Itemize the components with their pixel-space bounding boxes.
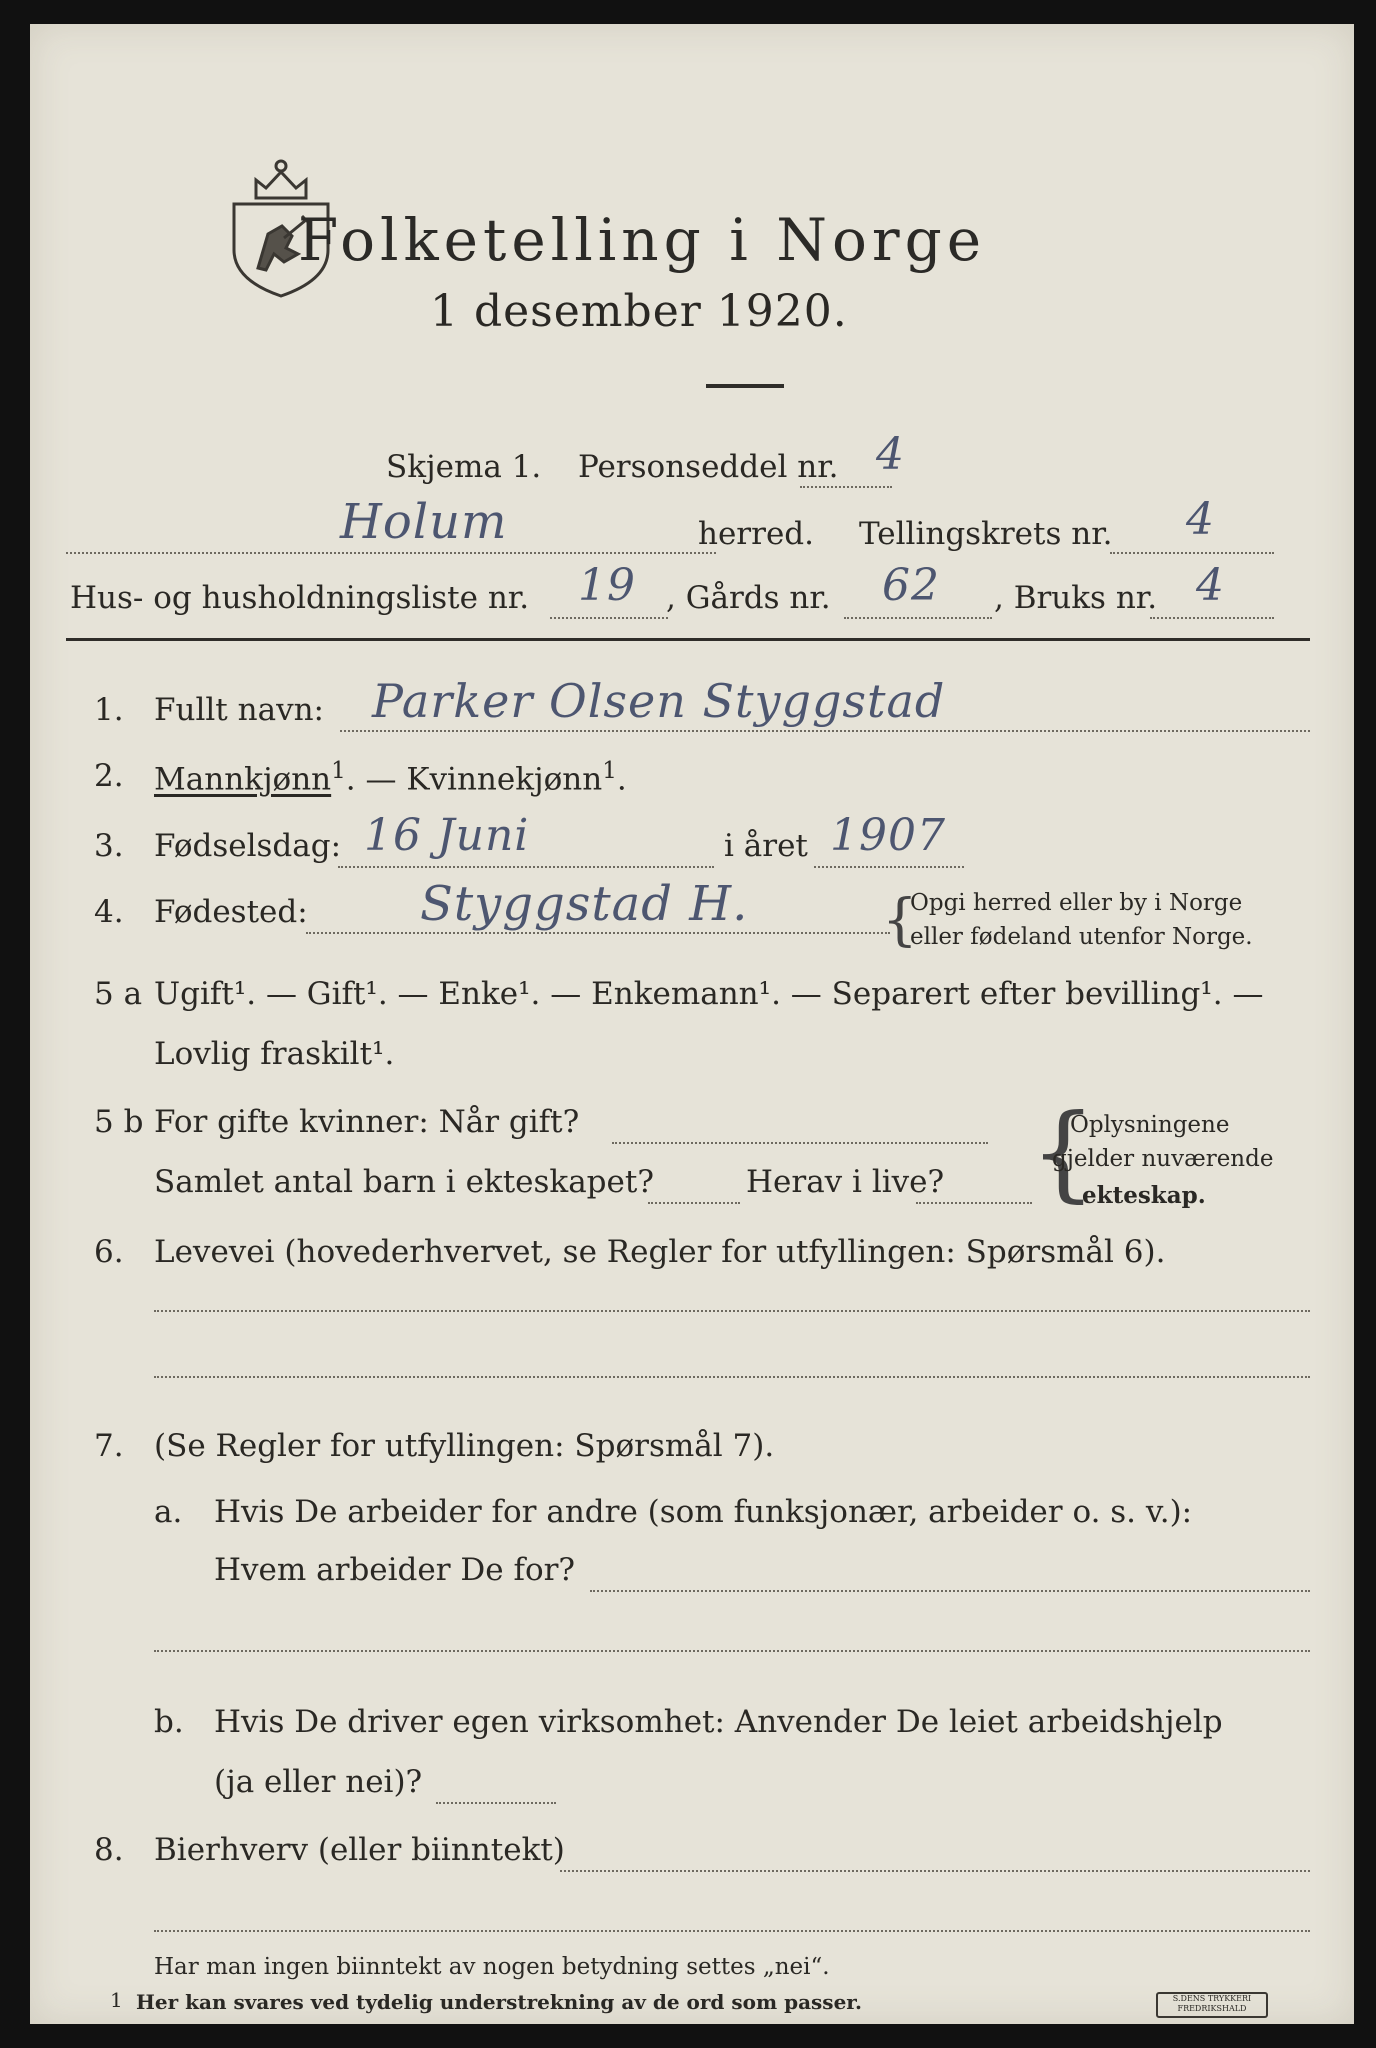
title-divider: [706, 384, 784, 388]
gards-label: , Gårds nr.: [666, 580, 831, 616]
q3-label: Fødselsdag:: [154, 828, 342, 864]
q6-label: Levevei (hovederhvervet, se Regler for utfyllingen: Spørsmål 6).: [154, 1234, 1166, 1270]
q8-label: Bierhverv (eller biinntekt): [154, 1832, 565, 1868]
q7b-line1: Hvis De driver egen virksomhet: Anvender De leiet arbeidshjelp: [214, 1704, 1223, 1740]
q5b-brace: {: [1030, 1091, 1097, 1213]
q5b-children-line: [648, 1202, 740, 1204]
q2-male-option: Mannkjønn: [154, 761, 332, 798]
q7a-line1: Hvis De arbeider for andre (som funksjonær, arbeider o. s. v.):: [214, 1494, 1193, 1530]
q5b-note-line3: ekteskap.: [1082, 1182, 1206, 1209]
personseddel-line: [800, 486, 892, 488]
q4-number: 4.: [94, 894, 124, 930]
q3-year-label: i året: [724, 828, 808, 864]
q6-number: 6.: [94, 1234, 124, 1270]
q3-birthday-value: 16 Juni: [364, 810, 530, 861]
q6-line2: [154, 1376, 1310, 1378]
q7a-number: a.: [154, 1494, 183, 1530]
q7-label: (Se Regler for utfyllingen: Spørsmål 7).: [154, 1428, 775, 1464]
q6-line1: [154, 1310, 1310, 1312]
husholdningsliste-value: 19: [578, 560, 636, 611]
q1-full-name-value: Parker Olsen Styggstad: [372, 674, 946, 728]
printer-stamp-line2: FREDRIKSHALD: [1177, 2004, 1247, 2013]
q4-line: [306, 932, 890, 934]
husholdningsliste-line: [550, 617, 668, 619]
q3-day-line: [338, 866, 714, 868]
census-form-sheet: [30, 24, 1354, 2024]
herred-value: Holum: [340, 494, 508, 550]
husholdningsliste-label: Hus- og husholdningsliste nr.: [70, 580, 530, 616]
q1-label: Fullt navn:: [154, 692, 324, 728]
herred-label: herred.: [698, 516, 814, 552]
q3-year-value: 1907: [830, 810, 946, 861]
schema-label: Skjema 1.: [386, 449, 542, 485]
q2-male-footnote-mark: 1: [331, 758, 346, 784]
q1-number: 1.: [94, 692, 124, 728]
q7a-line-extra: [154, 1650, 1310, 1652]
q8-line-extra: [154, 1930, 1310, 1932]
q4-note-line1: Opgi herred eller by i Norge: [910, 890, 1243, 916]
q3-number: 3.: [94, 828, 124, 864]
tellingskrets-line: [1110, 552, 1274, 554]
census-date: 1 desember 1920.: [430, 286, 848, 337]
q2-separator: . —: [345, 761, 407, 798]
herred-line: [66, 552, 716, 554]
footnote-text: Her kan svares ved tydelig understrekning av de ord som passer.: [136, 1990, 862, 2014]
bruks-value: 4: [1196, 560, 1225, 611]
q7-number: 7.: [94, 1428, 124, 1464]
q4-note-line2: eller fødeland utenfor Norge.: [910, 924, 1253, 950]
q7a-line: [590, 1590, 1310, 1592]
nei-note: Har man ingen biinntekt av nogen betydning settes „nei“.: [154, 1954, 830, 1980]
q8-number: 8.: [94, 1832, 124, 1868]
printer-stamp-line1: S.DENS TRYKKERI: [1172, 1994, 1252, 2003]
q1-line: [340, 730, 1310, 732]
tellingskrets-label: Tellingskrets nr.: [859, 516, 1113, 552]
q2-female-option: Kvinnekjønn: [406, 761, 603, 798]
q2-number: 2.: [94, 758, 124, 794]
q5b-when-married: For gifte kvinner: Når gift?: [154, 1104, 580, 1140]
q5b-note-line2: gjelder nuværende: [1052, 1146, 1274, 1172]
q5b-alive-line: [916, 1202, 1032, 1204]
q4-label: Fødested:: [154, 894, 308, 930]
q7b-number: b.: [154, 1704, 184, 1740]
q5b-children-alive: Herav i live?: [746, 1164, 945, 1200]
q5b-note-line1: Oplysningene: [1070, 1112, 1230, 1138]
q5b-children-total: Samlet antal barn i ekteskapet?: [154, 1164, 654, 1200]
q7b-line: [436, 1802, 556, 1804]
personseddel-label: Personseddel nr.: [578, 449, 839, 485]
personseddel-value: 4: [876, 429, 905, 480]
printer-stamp: [1156, 1992, 1268, 2018]
q5a-divorced: Lovlig fraskilt¹.: [154, 1036, 395, 1072]
bruks-label: , Bruks nr.: [994, 580, 1158, 616]
q3-year-line: [814, 866, 964, 868]
footnote-mark: 1: [110, 1988, 123, 2012]
q4-birthplace-value: Styggstad H.: [420, 876, 749, 932]
q8-line: [560, 1870, 1310, 1872]
q2-end: .: [616, 761, 627, 798]
form-title: Folketelling i Norge: [298, 206, 987, 274]
q2-sex: [154, 758, 627, 797]
q7b-line2: (ja eller nei)?: [214, 1764, 423, 1800]
q5b-number: 5 b: [94, 1104, 144, 1140]
q5a-number: 5 a: [94, 976, 143, 1012]
tellingskrets-value: 4: [1186, 494, 1215, 545]
bruks-line: [1150, 617, 1274, 619]
q2-female-footnote-mark: 1: [602, 758, 617, 784]
gards-value: 62: [882, 560, 940, 611]
header-rule: [66, 638, 1310, 641]
q5a-marital-status: Ugift¹. — Gift¹. — Enke¹. — Enkemann¹. — Separert efter bevilling¹. —: [154, 976, 1264, 1012]
q7a-line2: Hvem arbeider De for?: [214, 1552, 576, 1588]
q4-brace: {: [882, 888, 918, 953]
q5b-married-line: [612, 1142, 988, 1144]
gards-line: [844, 617, 992, 619]
